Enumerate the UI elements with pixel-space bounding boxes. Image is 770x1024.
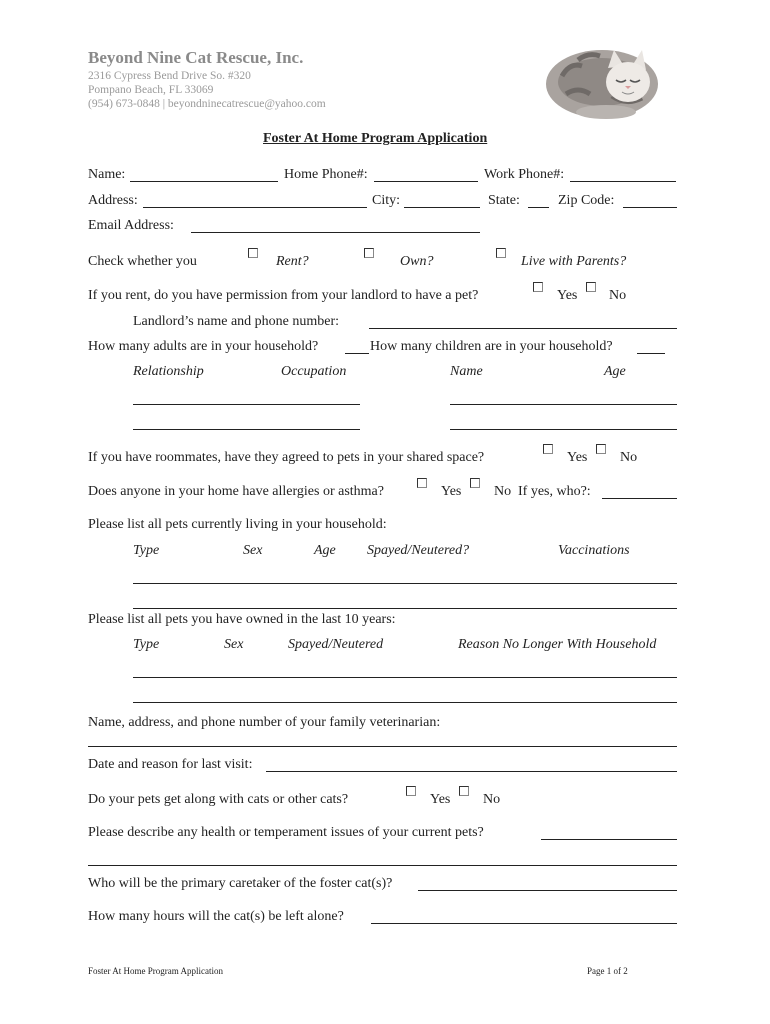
past-pets-row-1[interactable] (133, 677, 677, 678)
roommates-no-checkbox[interactable] (596, 444, 606, 454)
state-field[interactable] (528, 207, 549, 208)
address-field[interactable] (143, 207, 367, 208)
hh-row-1-right[interactable] (450, 404, 677, 405)
children-field[interactable] (637, 353, 665, 354)
address-line-2: Pompano Beach, FL 33069 (88, 84, 214, 96)
allergies-who-label: If yes, who?: (518, 484, 591, 499)
get-along-question: Do your pets get along with cats or other cats? (88, 792, 349, 807)
current-pets-row-2[interactable] (133, 608, 677, 609)
past-pets-label: Please list all pets you have owned in the last 10 years: (88, 612, 396, 627)
org-name: Beyond Nine Cat Rescue, Inc. (88, 48, 304, 67)
hh-row-2-left[interactable] (133, 429, 360, 430)
roommates-yes-checkbox[interactable] (543, 444, 553, 454)
health-field-1[interactable] (541, 839, 677, 840)
hh-header-occupation: Occupation (281, 364, 347, 379)
landlord-yes-checkbox[interactable] (533, 282, 543, 292)
vet-field[interactable] (88, 746, 677, 747)
sleeping-cat-logo-icon (542, 36, 672, 122)
allergies-question: Does anyone in your home have allergies or asthma? (88, 484, 384, 499)
last-visit-field[interactable] (266, 771, 677, 772)
get-along-no-label: No (483, 792, 501, 807)
health-question: Please describe any health or temperament issues of your current pets? (88, 825, 484, 840)
caretaker-question: Who will be the primary caretaker of the foster cat(s)? (88, 876, 393, 891)
landlord-no-label: No (609, 288, 627, 303)
vet-label: Name, address, and phone number of your family veterinarian: (88, 715, 441, 730)
allergies-who-field[interactable] (602, 498, 677, 499)
get-along-no-checkbox[interactable] (459, 786, 469, 796)
get-along-yes-label: Yes (430, 792, 451, 807)
state-label: State: (488, 193, 520, 208)
past-header-spayed: Spayed/Neutered (288, 637, 384, 652)
current-header-spayed: Spayed/Neutered? (367, 543, 470, 558)
live-parents-label: Live with Parents? (521, 254, 627, 269)
check-whether-label: Check whether you (88, 254, 197, 269)
current-pets-row-1[interactable] (133, 583, 677, 584)
hh-header-name: Name (450, 364, 483, 379)
past-pets-row-2[interactable] (133, 702, 677, 703)
past-header-sex: Sex (224, 637, 244, 652)
past-header-reason: Reason No Longer With Household (458, 637, 657, 652)
get-along-yes-checkbox[interactable] (406, 786, 416, 796)
past-header-type: Type (133, 637, 160, 652)
name-field[interactable] (130, 181, 278, 182)
landlord-question: If you rent, do you have permission from your landlord to have a pet? (88, 288, 479, 303)
adults-label: How many adults are in your household? (88, 339, 319, 354)
current-header-sex: Sex (243, 543, 263, 558)
roommates-no-label: No (620, 450, 638, 465)
own-label: Own? (400, 254, 434, 269)
adults-field[interactable] (345, 353, 369, 354)
address-line-1: 2316 Cypress Bend Drive So. #320 (88, 70, 251, 82)
children-label: How many children are in your household? (370, 339, 613, 354)
contact-line: (954) 673-0848 | beyondninecatrescue@yahoo.com (88, 98, 326, 110)
footer-title: Foster At Home Program Application (88, 966, 223, 976)
page-number: Page 1 of 2 (587, 966, 628, 976)
city-field[interactable] (404, 207, 480, 208)
current-header-vaccinations: Vaccinations (558, 543, 630, 558)
roommates-question: If you have roommates, have they agreed to pets in your shared space? (88, 450, 485, 465)
hh-header-relationship: Relationship (133, 364, 204, 379)
last-visit-label: Date and reason for last visit: (88, 757, 253, 772)
current-header-type: Type (133, 543, 160, 558)
rent-checkbox[interactable] (248, 248, 258, 258)
email-field[interactable] (191, 232, 480, 233)
current-pets-label: Please list all pets currently living in your household: (88, 517, 387, 532)
rent-label: Rent? (276, 254, 309, 269)
address-label: Address: (88, 193, 138, 208)
landlord-name-label: Landlord’s name and phone number: (133, 314, 340, 329)
health-field-2[interactable] (88, 865, 677, 866)
zip-label: Zip Code: (558, 193, 615, 208)
current-header-age: Age (314, 543, 336, 558)
hours-question: How many hours will the cat(s) be left alone? (88, 909, 344, 924)
landlord-yes-label: Yes (557, 288, 578, 303)
email-label: Email Address: (88, 218, 174, 233)
own-checkbox[interactable] (364, 248, 374, 258)
live-parents-checkbox[interactable] (496, 248, 506, 258)
work-phone-label: Work Phone#: (484, 167, 565, 182)
hh-row-1-left[interactable] (133, 404, 360, 405)
work-phone-field[interactable] (570, 181, 676, 182)
hh-row-2-right[interactable] (450, 429, 677, 430)
home-phone-field[interactable] (374, 181, 478, 182)
landlord-name-field[interactable] (369, 328, 677, 329)
allergies-yes-label: Yes (441, 484, 462, 499)
zip-field[interactable] (623, 207, 677, 208)
city-label: City: (372, 193, 401, 208)
name-label: Name: (88, 167, 126, 182)
form-title: Foster At Home Program Application (263, 131, 488, 146)
hours-field[interactable] (371, 923, 677, 924)
hh-header-age: Age (604, 364, 626, 379)
roommates-yes-label: Yes (567, 450, 588, 465)
allergies-no-checkbox[interactable] (470, 478, 480, 488)
allergies-no-label: No (494, 484, 512, 499)
allergies-yes-checkbox[interactable] (417, 478, 427, 488)
caretaker-field[interactable] (418, 890, 677, 891)
home-phone-label: Home Phone#: (284, 167, 368, 182)
landlord-no-checkbox[interactable] (586, 282, 596, 292)
